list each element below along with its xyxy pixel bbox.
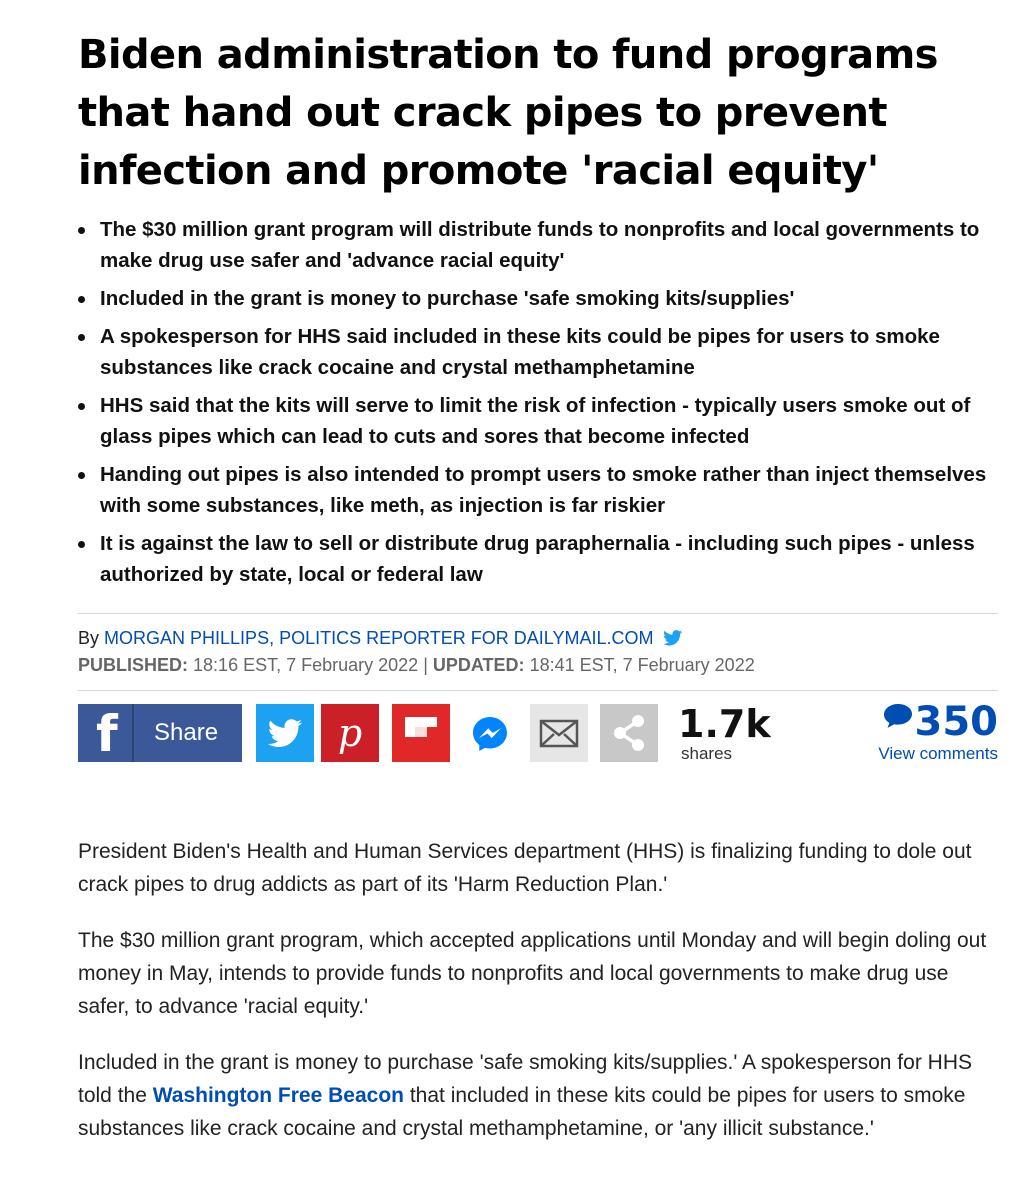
email-share-button[interactable] [530,704,588,762]
facebook-share-label: Share [154,719,219,746]
date-separator: | [423,655,428,675]
publish-dates [78,655,755,676]
twitter-bird-icon[interactable] [663,630,683,646]
divider [78,690,998,691]
updated-date: 18:41 EST, 7 February 2022 [529,655,755,675]
facebook-share-button[interactable] [78,704,242,762]
divider [78,613,998,614]
article-paragraph: The $30 million grant program, which accepted applications until Monday and will begin doling out money in May, intends to provide funds to nonprofits and local governments to make drug use safer, to advance 'racial equity.' [78,929,987,1018]
bullet-item: It is against the law to sell or distribute drug paraphernalia - including such pipes - unless authorized by state, local or federal law [78,528,998,590]
more-share-button[interactable] [600,704,658,762]
washington-free-beacon-link[interactable]: Washington Free Beacon [152,1084,404,1107]
summary-bullets [78,214,998,597]
comment-bubble-icon [883,703,913,729]
flipboard-icon [392,704,450,762]
flipboard-share-button[interactable] [392,704,450,762]
updated-label: UPDATED: [432,655,525,675]
share-count: 1.7k [678,702,771,746]
published-date: 18:16 EST, 7 February 2022 [193,655,419,675]
pinterest-share-button[interactable] [321,704,379,762]
twitter-icon [256,704,314,762]
byline [78,628,683,649]
svg-text:p: p [337,711,363,755]
email-icon [530,704,588,762]
comments-count: 350 [914,699,998,745]
view-comments-link[interactable]: View comments [878,744,998,763]
published-label: PUBLISHED: [78,655,189,675]
comments-link[interactable] [878,700,998,764]
byline-prefix: By [78,628,100,648]
share-count-label: shares [681,744,733,763]
share-bar [78,699,998,763]
article-paragraph: President Biden's Health and Human Services department (HHS) is finalizing funding to dole out crack pipes to drug addicts as part of its 'Harm Reduction Plan.' [78,840,972,896]
bullet-item: Handing out pipes is also intended to prompt users to smoke rather than inject themselves with some substances, like meth, as injection is far riskier [78,459,998,521]
paragraph-text: Included in the grant is money to purchase 'safe smoking kits/supplies.' A spokesperson for HHS told the [78,1051,972,1107]
author-link[interactable]: MORGAN PHILLIPS, POLITICS REPORTER FOR DAILYMAIL.COM [104,628,654,648]
bullet-item: The $30 million grant program will distribute funds to nonprofits and local governments to make drug use safer and 'advance racial equity' [78,214,998,276]
headline: Biden administration to fund programs that hand out crack pipes to prevent infection and promote 'racial equity' [78,32,938,194]
bullet-item: Included in the grant is money to purchase 'safe smoking kits/supplies' [78,283,998,314]
messenger-share-button[interactable] [461,704,519,762]
twitter-share-button[interactable] [256,704,314,762]
messenger-icon [461,704,519,762]
bullet-item: A spokesperson for HHS said included in these kits could be pipes for users to smoke substances like crack cocaine and crystal methamphetamine [78,321,998,383]
pinterest-icon [321,704,379,762]
article-paragraph [78,1046,998,1145]
bullet-item: HHS said that the kits will serve to limit the risk of infection - typically users smoke out of glass pipes which can lead to cuts and sores that become infected [78,390,998,452]
facebook-icon: f [78,704,134,762]
share-icon [600,704,658,762]
paragraph-text: that included in these kits could be pipes for users to smoke substances like crack cocaine and crystal methamphetamine, or 'any illicit substance.' [78,1084,966,1140]
